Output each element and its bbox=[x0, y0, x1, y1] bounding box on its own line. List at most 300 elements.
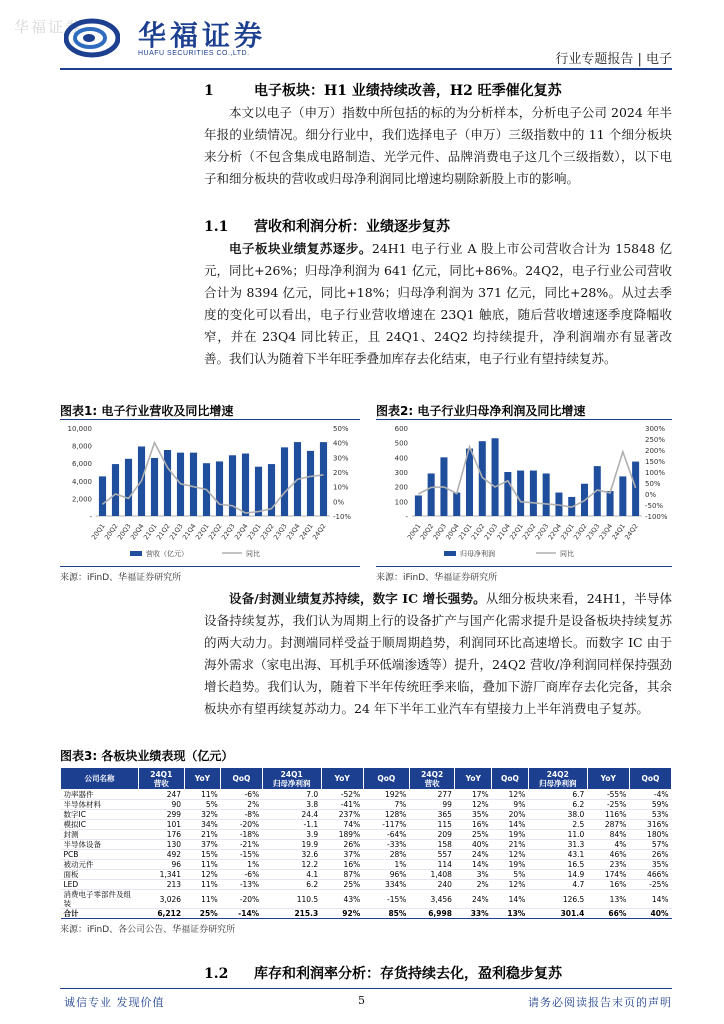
table-cell: 4.7 bbox=[528, 880, 587, 890]
table-row bbox=[61, 810, 672, 820]
table-cell: -15% bbox=[221, 850, 262, 860]
table-cell: 74% bbox=[321, 820, 363, 830]
table-row bbox=[61, 820, 672, 830]
bar bbox=[190, 453, 197, 516]
watermark: 华福证券 bbox=[14, 18, 83, 36]
table-row-label: 面板 bbox=[61, 870, 139, 880]
table-cell: 43% bbox=[321, 890, 363, 909]
y-axis-right-tick: 200% bbox=[645, 447, 666, 455]
y-axis-left-tick: 200 bbox=[394, 483, 408, 492]
section-title: 库存和利润率分析：存货持续去化，盈利稳步复苏 bbox=[254, 966, 562, 982]
x-axis-tick: 24Q1 bbox=[610, 522, 627, 542]
table-cell: 9% bbox=[492, 800, 529, 810]
revenue-chart bbox=[60, 420, 360, 565]
x-axis-tick: 21Q3 bbox=[167, 522, 185, 542]
table-cell: 1,408 bbox=[409, 870, 455, 880]
table-cell: 6,212 bbox=[139, 909, 185, 919]
table-cell: 40% bbox=[629, 909, 671, 919]
table-cell: 32% bbox=[184, 810, 221, 820]
x-axis-tick: 23Q3 bbox=[271, 522, 289, 542]
bar bbox=[164, 450, 171, 516]
table-cell: 21% bbox=[492, 840, 529, 850]
table-header-cell: 24Q2 营收 bbox=[409, 768, 455, 790]
table-row-label: 被动元件 bbox=[61, 860, 139, 870]
table-cell: 16% bbox=[321, 860, 363, 870]
table-header-cell: 24Q1 归母净利润 bbox=[262, 768, 321, 790]
table-cell: -15% bbox=[363, 890, 409, 909]
table-row-label: 半导体材料 bbox=[61, 800, 139, 810]
table-cell: 59% bbox=[629, 800, 671, 810]
x-axis-tick: 23Q1 bbox=[245, 522, 263, 542]
y-axis-left-tick: - bbox=[405, 513, 408, 521]
legend-bar-swatch bbox=[130, 551, 142, 556]
table-cell: 1% bbox=[363, 860, 409, 870]
table-cell: 96% bbox=[363, 870, 409, 880]
y-axis-right-tick: -100% bbox=[645, 513, 668, 521]
table-row-label: 封测 bbox=[61, 830, 139, 840]
x-axis-tick: 24Q2 bbox=[623, 522, 640, 542]
table-cell: -52% bbox=[321, 790, 363, 800]
table-cell: 466% bbox=[629, 870, 671, 880]
table-header-cell: YoY bbox=[184, 768, 221, 790]
table-cell: 84% bbox=[587, 830, 629, 840]
table-cell: 114 bbox=[409, 860, 455, 870]
x-axis-tick: 23Q1 bbox=[559, 522, 576, 542]
table-cell: 37% bbox=[184, 840, 221, 850]
y-axis-right-tick: -50% bbox=[645, 502, 664, 510]
table-cell: 492 bbox=[139, 850, 185, 860]
table-cell: 365 bbox=[409, 810, 455, 820]
section-number: 1.1 bbox=[204, 219, 229, 235]
table-cell: 28% bbox=[363, 850, 409, 860]
bar bbox=[619, 476, 626, 516]
table-row-label: LED bbox=[61, 880, 139, 890]
table-cell: 12% bbox=[492, 880, 529, 890]
legend-line-label: 同比 bbox=[560, 550, 574, 558]
x-axis-tick: 21Q4 bbox=[495, 522, 512, 542]
section-title: 电子板块：H1 业绩持续改善，H2 旺季催化复苏 bbox=[254, 83, 562, 99]
y-axis-left-tick: 8,000 bbox=[71, 442, 92, 451]
table-cell: 11% bbox=[184, 880, 221, 890]
table-cell: -21% bbox=[221, 840, 262, 850]
table-cell: 240 bbox=[409, 880, 455, 890]
table-row-label: PCB bbox=[61, 850, 139, 860]
table-cell: 25% bbox=[321, 880, 363, 890]
x-axis-tick: 21Q3 bbox=[482, 522, 500, 542]
table-cell: 19.9 bbox=[262, 840, 321, 850]
table-cell: 2.5 bbox=[528, 820, 587, 830]
table-row-label: 合计 bbox=[61, 909, 139, 919]
section-heading-1-2 bbox=[204, 963, 562, 983]
table-cell: -8% bbox=[221, 810, 262, 820]
legend-bar-label: 营收（亿元） bbox=[146, 550, 188, 558]
x-axis-tick: 20Q2 bbox=[102, 522, 120, 542]
table-row bbox=[61, 800, 672, 810]
table-cell: 31.3 bbox=[528, 840, 587, 850]
table-cell: 46% bbox=[587, 850, 629, 860]
y-axis-right-tick: 0% bbox=[645, 491, 657, 499]
revenue-paragraph bbox=[204, 238, 672, 370]
table-cell: 14% bbox=[629, 890, 671, 909]
x-axis-tick: 22Q2 bbox=[520, 522, 538, 542]
intro-paragraph: 本文以电子（申万）指数中所包括的标的为分析样本，分析电子公司 2024 年半年报的业绩情况。细分行业中，我们选择电子（申万）三级指数中的 11 个细分板块来分析（不包含集成电路制造、光学元件、品牌消费电子这几个三级指数），以下电子和细分板块的营收或归母净利润同比增速均剔除新股上市的影响。 bbox=[204, 105, 672, 186]
y-axis-right-tick: 50% bbox=[333, 425, 349, 433]
x-axis-tick: 20Q3 bbox=[115, 522, 133, 542]
table-cell: -18% bbox=[221, 830, 262, 840]
table-cell: 24% bbox=[455, 850, 492, 860]
table-cell: 3.9 bbox=[262, 830, 321, 840]
bar bbox=[242, 454, 249, 516]
y-axis-right-tick: 250% bbox=[645, 436, 666, 444]
table-header-cell: YoY bbox=[455, 768, 492, 790]
figure1-title: 图表1: 电子行业营收及同比增速 bbox=[60, 404, 234, 418]
table-cell: 40% bbox=[455, 840, 492, 850]
x-axis-tick: 20Q2 bbox=[418, 522, 436, 542]
x-axis-tick: 22Q1 bbox=[508, 522, 525, 542]
table-header-cell: QoQ bbox=[492, 768, 529, 790]
bar bbox=[125, 459, 132, 516]
table-cell: 209 bbox=[409, 830, 455, 840]
table-header-cell: 公司名称 bbox=[61, 768, 139, 790]
y-axis-left-tick: 500 bbox=[394, 439, 408, 448]
legend-line-label: 同比 bbox=[246, 550, 260, 558]
yoy-line bbox=[418, 447, 635, 508]
table-cell: -6% bbox=[221, 790, 262, 800]
y-axis-right-tick: -10% bbox=[333, 513, 352, 521]
y-axis-left-tick: 6,000 bbox=[71, 460, 92, 469]
logo-text-cn: 华福证券 bbox=[138, 19, 267, 52]
y-axis-right-tick: 30% bbox=[333, 454, 349, 463]
segment-paragraph bbox=[204, 588, 672, 720]
table-cell: -4% bbox=[629, 790, 671, 800]
table-cell: 38.0 bbox=[528, 810, 587, 820]
table-row bbox=[61, 830, 672, 840]
table-total-row bbox=[61, 909, 672, 919]
table-cell: 213 bbox=[139, 880, 185, 890]
figure2-title: 图表2: 电子行业归母净利润及同比增速 bbox=[376, 404, 586, 418]
segment-performance-table bbox=[60, 767, 672, 919]
table-cell: 301.4 bbox=[528, 909, 587, 919]
table-cell: 90 bbox=[139, 800, 185, 810]
table-cell: 43.1 bbox=[528, 850, 587, 860]
table-cell: 5% bbox=[492, 870, 529, 880]
table-cell: 16% bbox=[587, 880, 629, 890]
table-cell: 5% bbox=[184, 800, 221, 810]
table-cell: 25% bbox=[184, 909, 221, 919]
table-cell: 192% bbox=[363, 790, 409, 800]
table-cell: 14.9 bbox=[528, 870, 587, 880]
y-axis-left-tick: 4,000 bbox=[71, 477, 92, 486]
paragraph-lead: 电子板块业绩复苏逐步。 bbox=[229, 241, 372, 256]
table-cell: 176 bbox=[139, 830, 185, 840]
table-cell: 316% bbox=[629, 820, 671, 830]
logo-text-en: HUAFU SECURITIES CO.,LTD. bbox=[138, 50, 250, 57]
table-cell: 24.4 bbox=[262, 810, 321, 820]
x-axis-tick: 20Q4 bbox=[444, 522, 461, 542]
y-axis-right-tick: 300% bbox=[645, 425, 666, 433]
y-axis-right-tick: 100% bbox=[645, 469, 666, 477]
bar bbox=[530, 471, 537, 516]
table-cell: -117% bbox=[363, 820, 409, 830]
x-axis-tick: 22Q4 bbox=[546, 522, 564, 542]
report-type: 行业专题报告 | 电子 bbox=[555, 52, 672, 67]
table-cell: 101 bbox=[139, 820, 185, 830]
table-cell: 14% bbox=[455, 860, 492, 870]
table-cell: 3% bbox=[455, 870, 492, 880]
table-cell: 1,341 bbox=[139, 870, 185, 880]
table-cell: 247 bbox=[139, 790, 185, 800]
legend-bar-swatch bbox=[444, 551, 456, 556]
table-cell: 3,026 bbox=[139, 890, 185, 909]
table-cell: 34% bbox=[184, 820, 221, 830]
figure2-bottom-rule bbox=[376, 566, 672, 567]
table-row-label: 半导体设备 bbox=[61, 840, 139, 850]
y-axis-right-tick: 0% bbox=[333, 498, 345, 507]
table-cell: 299 bbox=[139, 810, 185, 820]
bar bbox=[453, 493, 460, 516]
table-row bbox=[61, 840, 672, 850]
table-cell: 189% bbox=[321, 830, 363, 840]
table-cell: 19% bbox=[492, 860, 529, 870]
bar bbox=[112, 464, 119, 516]
x-axis-tick: 21Q4 bbox=[180, 522, 198, 542]
section-heading-1-1 bbox=[204, 216, 450, 236]
figure2-source: 来源：iFinD、华福证券研究所 bbox=[376, 573, 498, 583]
table-cell: 11% bbox=[184, 890, 221, 909]
table-cell: 12% bbox=[455, 800, 492, 810]
table-cell: 557 bbox=[409, 850, 455, 860]
bar bbox=[307, 451, 314, 516]
section-title: 营收和利润分析：业绩逐步复苏 bbox=[254, 219, 450, 235]
table-cell: 12.2 bbox=[262, 860, 321, 870]
y-axis-left-tick: 300 bbox=[394, 469, 408, 477]
table-cell: 115 bbox=[409, 820, 455, 830]
table-cell: 25% bbox=[455, 830, 492, 840]
table-cell: -20% bbox=[221, 890, 262, 909]
table-row bbox=[61, 890, 672, 909]
table-header-cell: QoQ bbox=[629, 768, 671, 790]
table-cell: 4.1 bbox=[262, 870, 321, 880]
table-cell: -64% bbox=[363, 830, 409, 840]
yoy-line bbox=[103, 443, 324, 513]
bar bbox=[504, 472, 511, 516]
y-axis-left-tick: 400 bbox=[394, 454, 408, 463]
table-cell: 130 bbox=[139, 840, 185, 850]
table-row-label: 数字IC bbox=[61, 810, 139, 820]
table-cell: 87% bbox=[321, 870, 363, 880]
table-cell: 12% bbox=[184, 870, 221, 880]
table-cell: 12% bbox=[492, 790, 529, 800]
table-cell: 126.5 bbox=[528, 890, 587, 909]
x-axis-tick: 21Q1 bbox=[456, 522, 474, 542]
table-row bbox=[61, 870, 672, 880]
x-axis-tick: 23Q4 bbox=[597, 522, 615, 542]
logo-swirl-icon bbox=[64, 18, 120, 58]
x-axis-tick: 21Q1 bbox=[141, 522, 159, 542]
x-axis-tick: 22Q3 bbox=[533, 522, 551, 542]
table-cell: 215.3 bbox=[262, 909, 321, 919]
x-axis-tick: 21Q2 bbox=[154, 522, 172, 542]
table-cell: 116% bbox=[587, 810, 629, 820]
table-cell: 4% bbox=[587, 840, 629, 850]
table-cell: 158 bbox=[409, 840, 455, 850]
table-cell: 57% bbox=[629, 840, 671, 850]
table-cell: 3.8 bbox=[262, 800, 321, 810]
table-cell: 174% bbox=[587, 870, 629, 880]
table-cell: 17% bbox=[455, 790, 492, 800]
table-cell: 110.5 bbox=[262, 890, 321, 909]
y-axis-left-tick: 100 bbox=[394, 498, 408, 507]
table3-source: 来源：iFinD、各公司公告、华福证券研究所 bbox=[60, 925, 236, 935]
bar bbox=[607, 491, 614, 516]
table-cell: 35% bbox=[629, 860, 671, 870]
table-cell: 6.7 bbox=[528, 790, 587, 800]
table-cell: 180% bbox=[629, 830, 671, 840]
table-row bbox=[61, 860, 672, 870]
x-axis-tick: 22Q3 bbox=[219, 522, 237, 542]
bar bbox=[415, 495, 422, 516]
table-cell: 11.0 bbox=[528, 830, 587, 840]
table-cell: 33% bbox=[455, 909, 492, 919]
table-header-cell: YoY bbox=[587, 768, 629, 790]
table-cell: -20% bbox=[221, 820, 262, 830]
y-axis-right-tick: 40% bbox=[333, 439, 349, 448]
section-heading-1 bbox=[204, 80, 562, 100]
table-header-cell: QoQ bbox=[221, 768, 262, 790]
bar bbox=[632, 462, 639, 516]
table-cell: 1% bbox=[221, 860, 262, 870]
x-axis-tick: 24Q2 bbox=[310, 522, 328, 542]
table-cell: 12% bbox=[492, 850, 529, 860]
table-header-cell: YoY bbox=[321, 768, 363, 790]
bar bbox=[428, 473, 435, 516]
table-cell: 11% bbox=[184, 790, 221, 800]
table-cell: 3,456 bbox=[409, 890, 455, 909]
table-cell: 85% bbox=[363, 909, 409, 919]
table-cell: 2% bbox=[455, 880, 492, 890]
table-cell: -1.1 bbox=[262, 820, 321, 830]
x-axis-tick: 20Q1 bbox=[89, 522, 107, 542]
y-axis-right-tick: 10% bbox=[333, 483, 349, 492]
paragraph-body: 24H1 电子行业 A 股上市公司营收合计为 15848 亿元，同比+26%；归母净利润为 641 亿元，同比+86%。24Q2，电子行业公司营收合计为 8394 亿元，同比+18%；归母净利润为 371 亿元，同比+28%。从过去季度的变化可以看出，电子行业营收增速在 23Q1 触底，随后营收增速逐季度降幅收窄，并在 23Q4 同比转正，且 24Q1、24Q2 均持续提升，净利润端亦有显著改善。我们认为随着下半年旺季叠加库存去化结束，电子行业有望持续复苏。 bbox=[204, 241, 672, 366]
table-cell: -41% bbox=[321, 800, 363, 810]
x-axis-tick: 22Q4 bbox=[232, 522, 250, 542]
section-number: 1.2 bbox=[204, 966, 229, 982]
table-cell: 6.2 bbox=[528, 800, 587, 810]
page-number: 5 bbox=[358, 994, 365, 1007]
table-cell: 128% bbox=[363, 810, 409, 820]
x-axis-tick: 20Q1 bbox=[405, 522, 423, 542]
x-axis-tick: 22Q1 bbox=[193, 522, 211, 542]
y-axis-right-tick: 50% bbox=[645, 480, 661, 488]
table-cell: -33% bbox=[363, 840, 409, 850]
figure1-source: 来源：iFinD、华福证券研究所 bbox=[60, 573, 182, 583]
y-axis-right-tick: 150% bbox=[645, 458, 666, 466]
net-profit-chart bbox=[376, 420, 672, 565]
table-cell: 7.0 bbox=[262, 790, 321, 800]
table-cell: 15% bbox=[184, 850, 221, 860]
bar bbox=[99, 476, 106, 516]
x-axis-tick: 20Q3 bbox=[431, 522, 449, 542]
x-axis-tick: 21Q2 bbox=[469, 522, 487, 542]
table-cell: 53% bbox=[629, 810, 671, 820]
table-cell: 13% bbox=[492, 909, 529, 919]
bar bbox=[492, 438, 499, 516]
table-cell: 23% bbox=[587, 860, 629, 870]
table-header-cell: 24Q2 归母净利润 bbox=[528, 768, 587, 790]
table-cell: 92% bbox=[321, 909, 363, 919]
table-cell: -13% bbox=[221, 880, 262, 890]
footer-divider bbox=[60, 988, 672, 989]
x-axis-tick: 23Q2 bbox=[571, 522, 589, 542]
table-cell: 26% bbox=[321, 840, 363, 850]
figure1-bottom-rule bbox=[60, 566, 360, 567]
bar bbox=[517, 471, 524, 516]
x-axis-tick: 22Q2 bbox=[206, 522, 224, 542]
table-cell: 24% bbox=[455, 890, 492, 909]
y-axis-left-tick: 2,000 bbox=[71, 495, 92, 504]
table-header-cell: QoQ bbox=[363, 768, 409, 790]
bar bbox=[281, 447, 288, 516]
table-row bbox=[61, 880, 672, 890]
table-cell: 21% bbox=[184, 830, 221, 840]
table-cell: -14% bbox=[221, 909, 262, 919]
bar bbox=[216, 461, 223, 516]
table-cell: 26% bbox=[629, 850, 671, 860]
table-row-label: 模拟IC bbox=[61, 820, 139, 830]
table3-title: 图表3: 各板块业绩表现（亿元） bbox=[60, 749, 234, 763]
table-cell: 13% bbox=[587, 890, 629, 909]
table-cell: 6,998 bbox=[409, 909, 455, 919]
table-cell: 37% bbox=[321, 850, 363, 860]
x-axis-tick: 23Q2 bbox=[258, 522, 276, 542]
x-axis-tick: 23Q3 bbox=[584, 522, 602, 542]
table-cell: 16% bbox=[455, 820, 492, 830]
table-cell: -25% bbox=[629, 880, 671, 890]
table-cell: 66% bbox=[587, 909, 629, 919]
bar bbox=[320, 442, 327, 516]
table-cell: 16.5 bbox=[528, 860, 587, 870]
table-cell: -25% bbox=[587, 800, 629, 810]
bar bbox=[255, 467, 262, 516]
table-cell: 35% bbox=[455, 810, 492, 820]
footer-slogan: 诚信专业 发现价值 bbox=[64, 996, 165, 1009]
legend-bar-label: 归母净利润 bbox=[460, 550, 495, 558]
y-axis-right-tick: 20% bbox=[333, 469, 349, 477]
table-cell: 287% bbox=[587, 820, 629, 830]
table-row bbox=[61, 850, 672, 860]
company-logo bbox=[64, 14, 274, 64]
table-cell: 19% bbox=[492, 830, 529, 840]
table-row bbox=[61, 790, 672, 800]
x-axis-tick: 23Q4 bbox=[284, 522, 302, 542]
table-cell: -55% bbox=[587, 790, 629, 800]
x-axis-tick: 20Q4 bbox=[128, 522, 146, 542]
table-cell: 20% bbox=[492, 810, 529, 820]
section-number: 1 bbox=[204, 83, 214, 99]
table-cell: 96 bbox=[139, 860, 185, 870]
table-cell: 11% bbox=[184, 860, 221, 870]
table-cell: 334% bbox=[363, 880, 409, 890]
table-cell: 6.2 bbox=[262, 880, 321, 890]
table-cell: 14% bbox=[492, 890, 529, 909]
x-axis-tick: 24Q1 bbox=[297, 522, 315, 542]
table-cell: 277 bbox=[409, 790, 455, 800]
header-divider bbox=[60, 68, 672, 70]
table-cell: 2% bbox=[221, 800, 262, 810]
table-cell: 14% bbox=[492, 820, 529, 830]
paragraph-body: 从细分板块来看，24H1，半导体设备持续复苏，我们认为周期上行的设备扩产与国产化需求提升是设备板块持续复苏的两大动力。封测端同样受益于顺周期趋势，利润同环比高速增长。而数字 IC 由于海外需求（家电出海、耳机手环低端渗透等）提升，24Q2 营收/净利润同样保持强劲增长趋势。我们认为，随着下半年传统旺季来临，叠加下游厂商库存去化完备，其余板块亦有望再续复苏动力。24 年下半年工业汽车有望接力上半年消费电子复苏。 bbox=[204, 591, 672, 716]
